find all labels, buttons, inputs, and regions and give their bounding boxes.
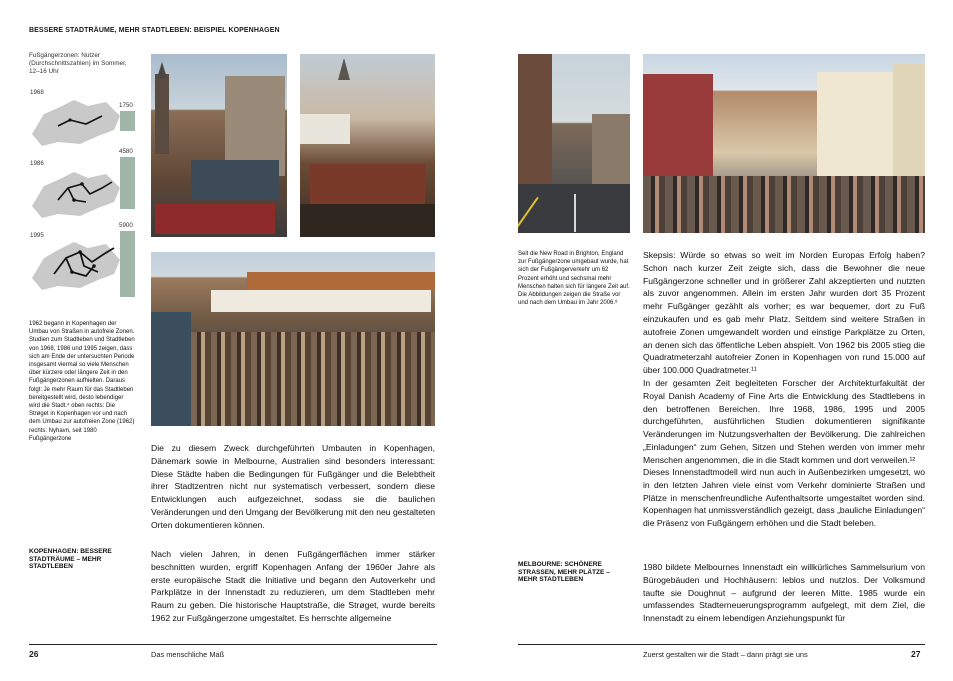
photo-stroget-before (151, 54, 287, 237)
chart-year-1968: 1968 (30, 89, 44, 96)
map-1968 (28, 96, 124, 148)
brighton-caption: Seit die New Road in Brighton, England zur Fußgängerzone umgebaut wurde, hat sich der Fußgängerverkehr um 62 Prozent erhöht und sechsmal mehr Menschen halten sich für längere Zeit auf. Die Abbildungen zeigen die Straße vor und nach dem Umbau im Jahr 2006.⁸ (518, 251, 630, 307)
chart-bar-1968 (120, 111, 135, 131)
body-paragraph-2-left: Nach vielen Jahren, in denen Fußgängerflächen immer stärker beschnitten wurden, ergriff Kopenhagen Anfang der 1960er Jahre als erste europäische Stadt die Initiative und begann den Autoverkehr und Parkplätze in der Innenstadt zu reduzieren, um dem Stadtleben mehr Raum zu geben. Die historische Hauptstraße, die Strøget, wurde bereits 1962 zur Fußgängerzone umgestaltet. Es herrschte allgemeine (151, 549, 435, 623)
chart-bar-1986 (120, 157, 135, 209)
side-heading-melbourne: MELBOURNE: SCHÖNERE STRASSEN, MEHR PLÄTZE – MEHR STADTLEBEN (518, 561, 610, 584)
page-number-right: 27 (911, 649, 921, 659)
photo-stroget-after (300, 54, 435, 237)
map-1986 (28, 166, 124, 222)
chart-bar-1995 (120, 231, 135, 297)
footer-rule-right (518, 644, 925, 645)
footer-title-left: Das menschliche Maß (151, 650, 225, 659)
body-paragraph-4-right: 1980 bildete Melbournes Innenstadt ein willkürliches Sammelsurium von Bürogebäuden und Hochhäusern: leblos und nutzlos. Der Volksmund taufte sie Doughnut – aufgrund der leeren Mitte. 1985 wurde ein umfassendes Stadterneuerungsprogramm aufgelegt, mit dem Ziel, die Innenstadt zu einem lebendigen Anziehungspunkt für (643, 562, 925, 624)
side-heading-kopenhagen: KOPENHAGEN: BESSERE STADTRÄUME – MEHR STADTLEBEN (29, 548, 112, 571)
photo-nyhavn (151, 252, 435, 426)
chart-caption: 1962 begann in Kopenhagen der Umbau von Straßen in autofreie Zonen. Studien zum Stadtleben und Stadtleben von 1968, 1986 und 1995 zeigen, dass sich am Ende der untersuchten Periode insgesamt viermal so viele Menschen über kürzere oder längere Zeit in den Fußgängerzonen aufhielten. Daraus folgt: Je mehr Raum für das Stadtleben bereitgestellt wird, desto lebendiger wird die Stadt.⁴ oben rechts: Die Strøget in Kopenhagen vor und nach dem Umbau zur autofreien Zone (1962) rechts: Nyhavn, seit 1980 Fußgängerzone (29, 321, 135, 442)
photo-brighton-after (643, 54, 925, 233)
chart-value-1968: 1750 (119, 102, 133, 109)
running-header: BESSERE STADTRÄUME, MEHR STADTLEBEN: BEISPIEL KOPENHAGEN (29, 27, 280, 34)
body-paragraph-2-right: In der gesamten Zeit begleiteten Forscher der Architekturfakultät der Royal Danish Academy of Fine Arts die Entwicklung des Stadtlebens in den betroffenen Bereichen. Ihre 1968, 1986, 1995 und 2005 durchgeführten, ausführlichen Studien dokumentieren signifikante Veränderungen im Nutzungsverhalten der Bevölkerung. Die zahlreichen „Einladungen“ zum Gehen, Sitzen und Stehen werden von immer mehr Menschen angenommen, die in die Stadt kommen und dort verweilen.¹² (643, 378, 925, 465)
footer-title-right: Zuerst gestalten wir die Stadt – dann prägt sie uns (643, 650, 808, 659)
chart-year-1995: 1995 (30, 232, 44, 239)
photo-brighton-before (518, 54, 630, 233)
chart-title: Fußgängerzonen: Nutzer (Durchschnittszahlen) im Sommer, 12–16 Uhr (29, 52, 127, 75)
page-number-left: 26 (29, 649, 39, 659)
body-paragraph-3-right: Dieses Innenstadtmodell wird nun auch in Außenbezirken umgesetzt, wo in den letzten Jahren viele einst vom Verkehr dominierte Straßen und Plätze in menschenfreundliche Aufenthaltsorte umgestaltet worden sind. Kopenhagen hat unmissverständlich gezeigt, dass „bauliche Einladungen“ die Präsenz von Fußgängern erhöhen und die Stadt beleben. (643, 467, 925, 529)
footer-rule-left (29, 644, 437, 645)
map-1995 (28, 236, 124, 294)
chart-value-1986: 4580 (119, 148, 133, 155)
chart-value-1995: 5900 (119, 222, 133, 229)
chart-year-1986: 1986 (30, 160, 44, 167)
body-paragraph-1-left: Die zu diesem Zweck durchgeführten Umbauten in Kopenhagen, Dänemark sowie in Melbourne, Australien sind besonders interessant: Diese Städte haben die Bedingungen für Fußgänger und die Belebtheit ihrer Stadtzentren nicht nur systematisch verbessert, sondern diese Entwicklungen auch aufgezeichnet, sodass sie die baulichen Veränderungen und den Umgang der Bevölkerung mit den neu gestalteten Orten dokumentieren können. (151, 443, 435, 530)
body-paragraph-1-right: Skepsis: Würde so etwas so weit im Norden Europas Erfolg haben? Schon nach kurzer Zeit zeigte sich, dass die Bewohner die neue Fußgängerzone schneller und in größerer Zahl akzeptierten und nutzten als zuvor angenommen. Allein im ersten Jahr wurden dort 35 Prozent mehr Fußgänger gezählt als vorher; es war bequemer, dort zu Fuß einzukaufen und es gab mehr Platz. Seitdem sind weitere Straßen in autofreie Zonen umgewandelt worden und einstige Parkplätze zu Orten, an denen sich das öffentliche Leben abspielt. Von 1962 bis 2005 stieg die Quadratmeterzahl autofreier Zonen in Kopenhagen von rund 15.000 auf über 100.000 Quadratmeter.¹¹ (643, 250, 925, 376)
